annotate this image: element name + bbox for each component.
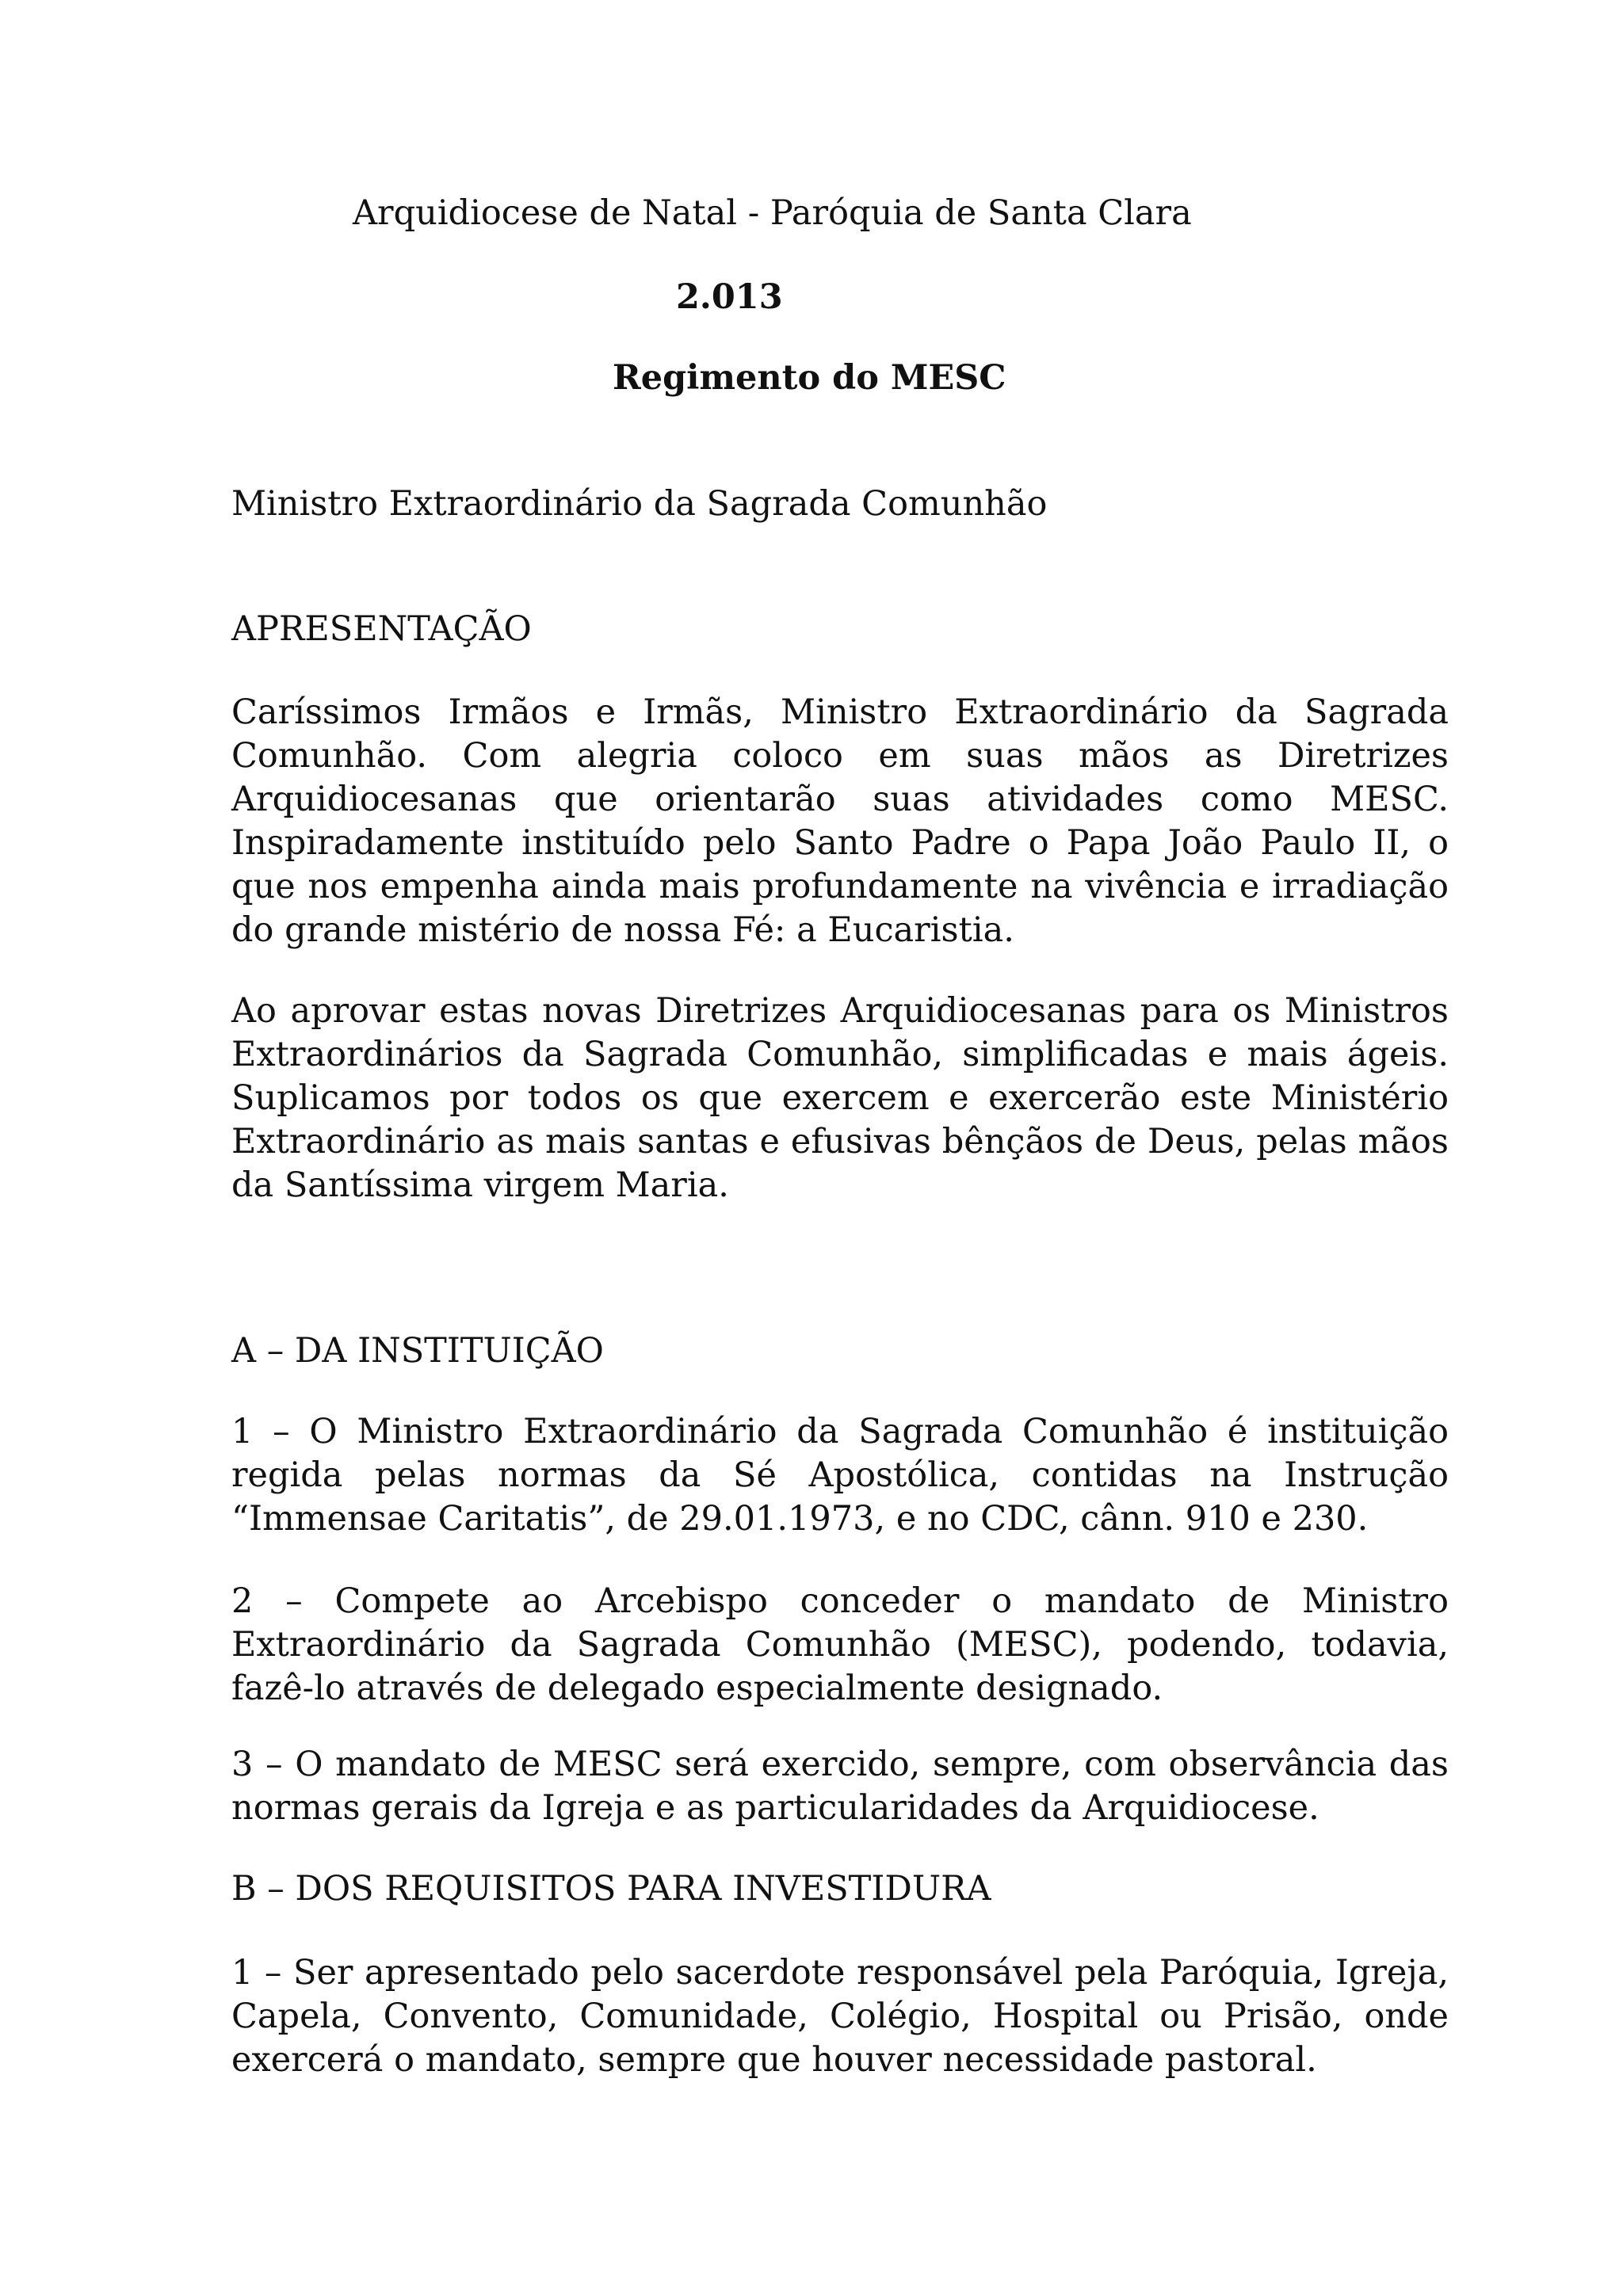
section-a-item-2: 2 – Compete ao Arcebispo conceder o mandato de Ministro Extraordinário da Sagrada Comunhão (MESC), podendo, todavia, fazê-lo através de delegado especialmente designado. [231,1581,1449,1708]
presentation-paragraph-2: Ao aprovar estas novas Diretrizes Arquidiocesanas para os Ministros Extraordinários da Sagrada Comunhão, simplificadas e mais ágeis. Suplicamos por todos os que exercem e exercerão este Ministério Extraordinário as mais santas e efusivas bênçãos de Deus, pelas mãos da Santíssima virgem Maria. [231,991,1449,1205]
section-b-item-1: 1 – Ser apresentado pelo sacerdote responsável pela Paróquia, Igreja, Capela, Convento, Comunidade, Colégio, Hospital ou Prisão, onde exercerá o mandato, sempre que houver necessidade pastoral. [231,1953,1449,2080]
presentation-heading: APRESENTAÇÃO [231,609,532,649]
section-a-item-1: 1 – O Ministro Extraordinário da Sagrada Comunhão é instituição regida pelas normas da Sé Apostólica, contidas na Instrução “Immensae Caritatis”, de 29.01.1973, e no CDC, cânn. 910 e 230. [231,1412,1449,1539]
presentation-paragraph-1: Caríssimos Irmãos e Irmãs, Ministro Extraordinário da Sagrada Comunhão. Com alegria coloco em suas mãos as Diretrizes Arquidiocesanas que orientarão suas atividades como MESC. Inspiradamente instituído pelo Santo Padre o Papa João Paulo II, o que nos empenha ainda mais profundamente na vivência e irradiação do grande mistério de nossa Fé: a Eucaristia. [231,692,1449,950]
section-a-item-3: 3 – O mandato de MESC será exercido, sempre, com observância das normas gerais da Igreja e as particularidades da Arquidiocese. [231,1745,1449,1828]
organization-header: Arquidiocese de Natal - Paróquia de Santa Clara [353,193,1192,233]
section-a-heading: A – DA INSTITUIÇÃO [231,1331,604,1371]
section-b-heading: B – DOS REQUISITOS PARA INVESTIDURA [231,1869,991,1909]
document-year: 2.013 [676,277,783,317]
document-subtitle: Ministro Extraordinário da Sagrada Comunhão [231,484,1048,524]
document-title: Regimento do MESC [613,358,1006,398]
